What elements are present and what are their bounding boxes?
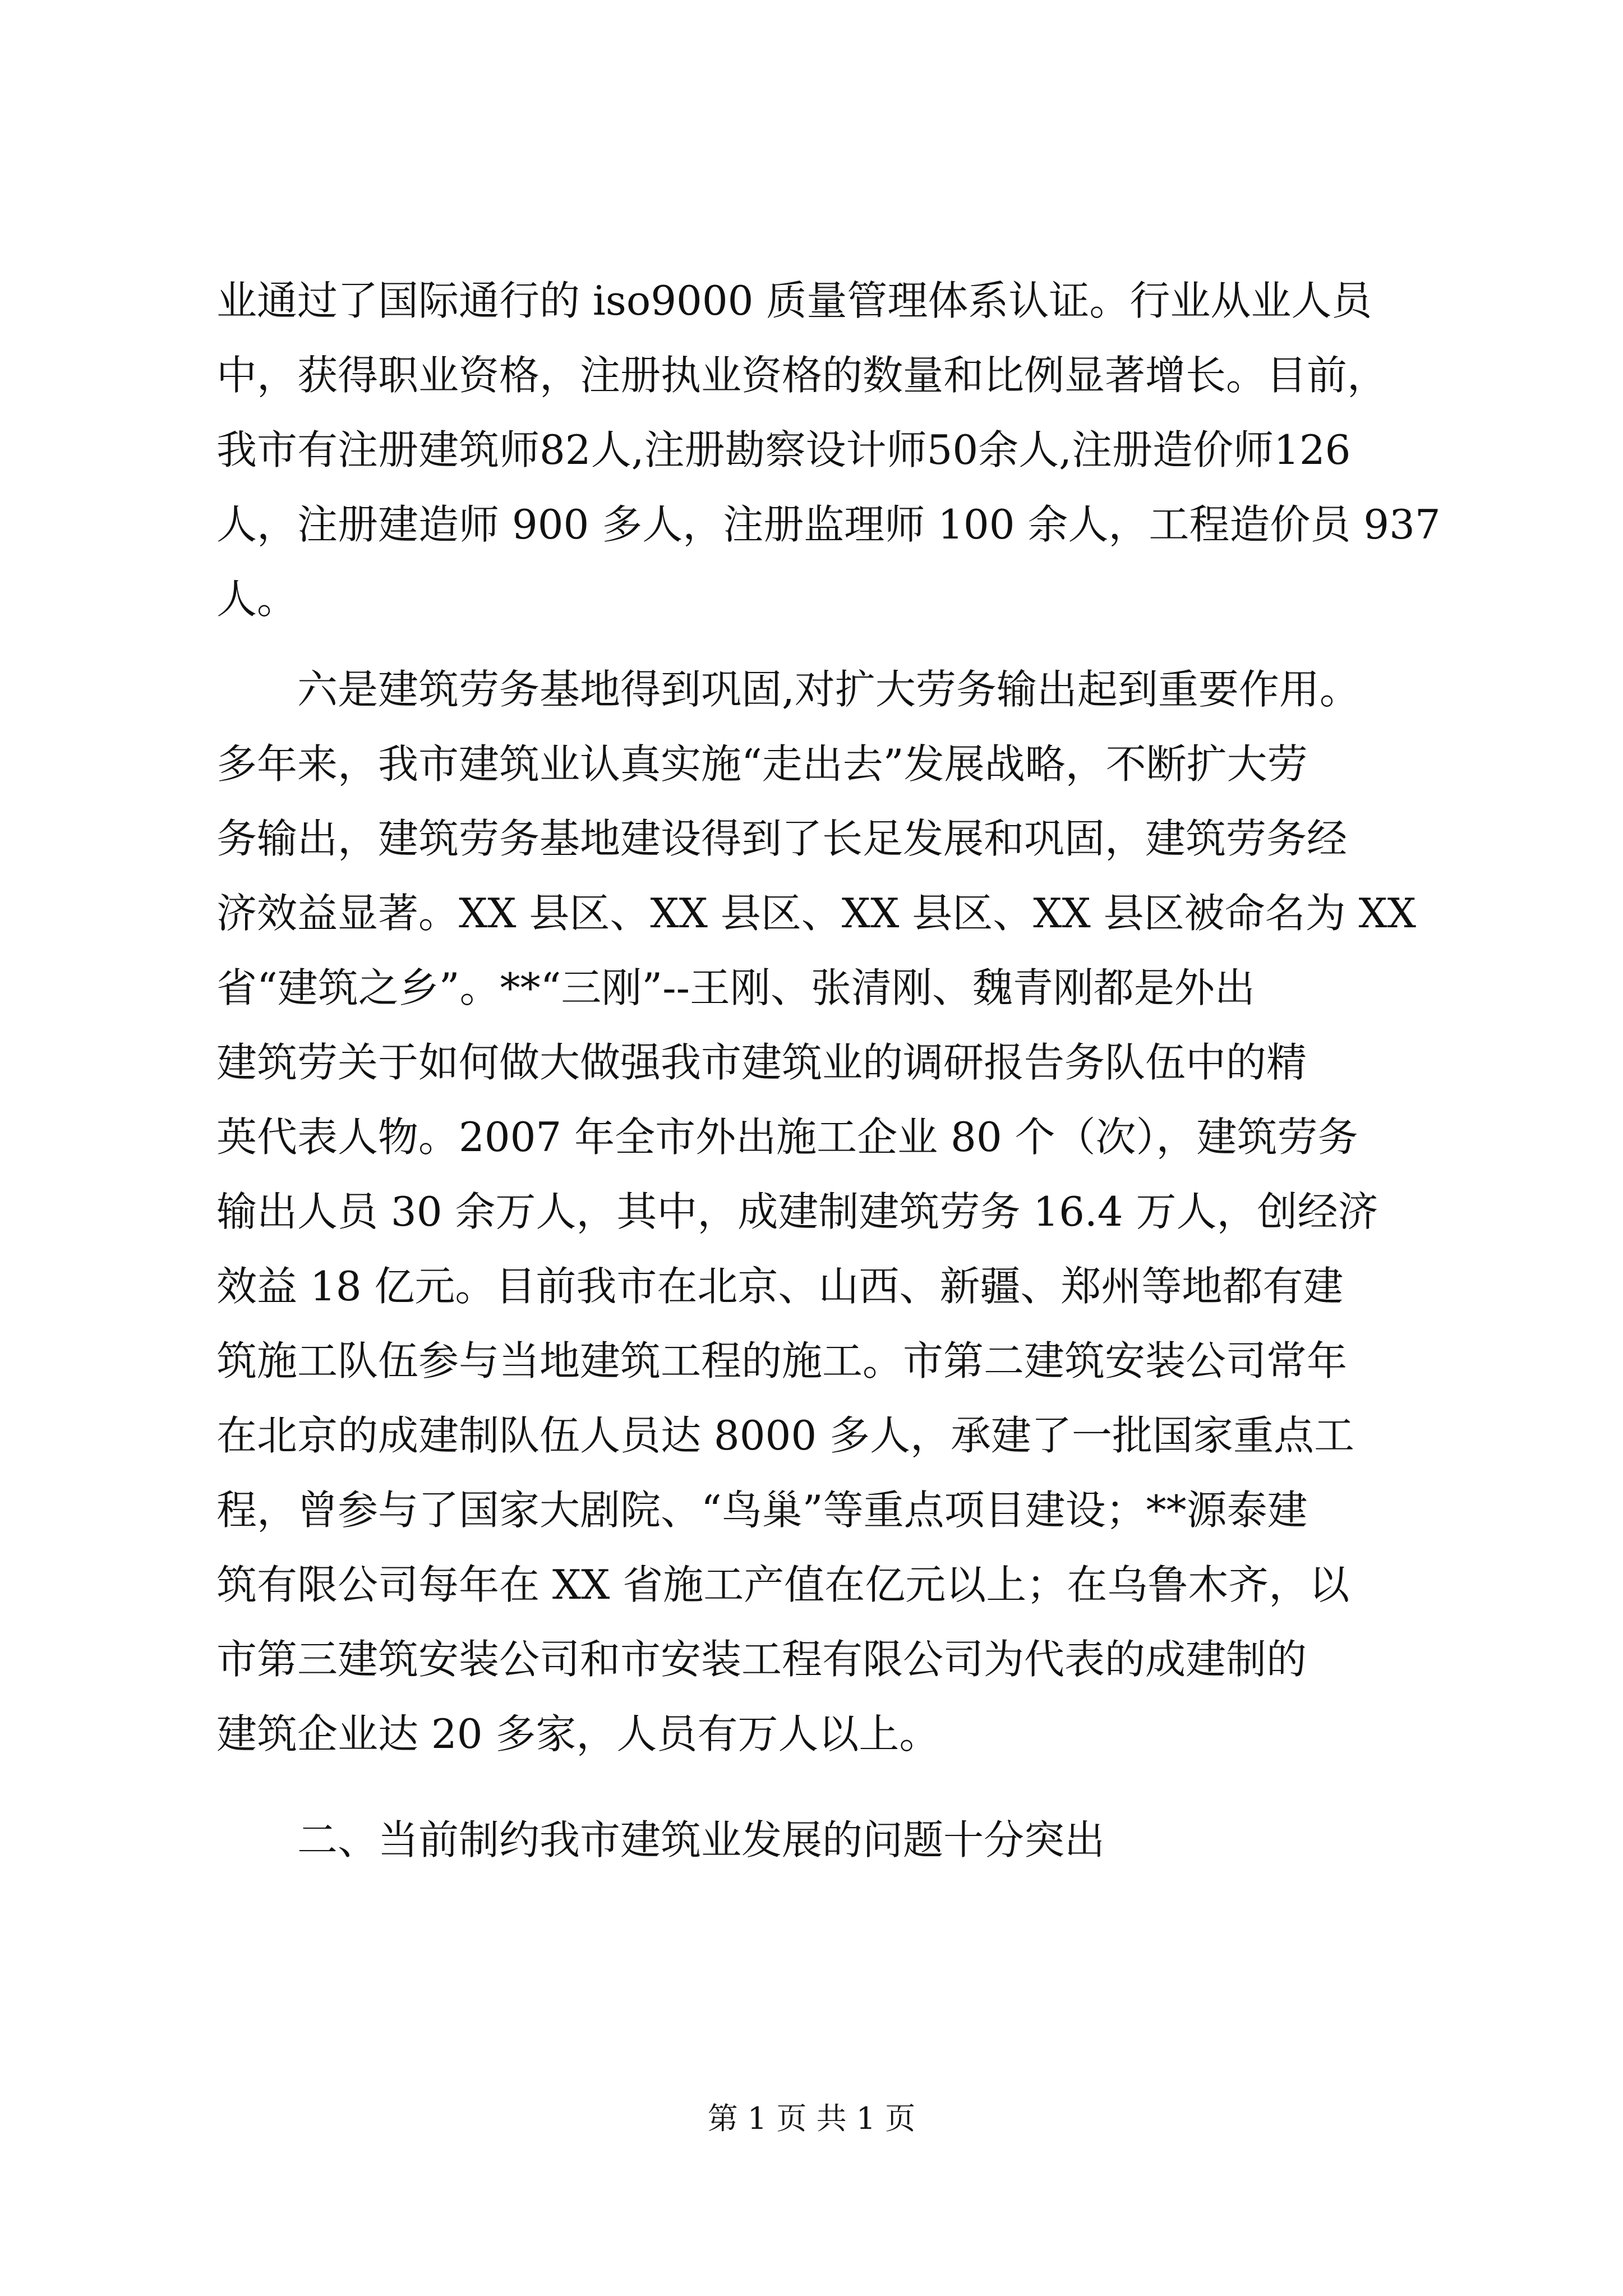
text-line-8: 务输出，建筑劳务基地建设得到了长足发展和巩固，建筑劳务经 bbox=[216, 815, 1348, 862]
text-line-20: 建筑企业达 20 多家，人员有万人以上。 bbox=[216, 1710, 940, 1757]
text-line-2: 中，获得职业资格，注册执业资格的数量和比例显著增长。目前， bbox=[216, 352, 1388, 399]
text-line-14: 效益 18 亿元。目前我市在北京、山西、新疆、郑州等地都有建 bbox=[216, 1263, 1344, 1310]
text-line-1: 业通过了国际通行的 iso9000 质量管理体系认证。行业从业人员 bbox=[216, 277, 1372, 324]
document-body bbox=[216, 264, 1441, 1878]
text-line-4: 人，注册建造师 900 多人，注册监理师 100 余人，工程造价员 937 bbox=[216, 501, 1441, 548]
text-line-3: 我市有注册建筑师82人,注册勘察设计师50余人,注册造价师126 bbox=[216, 426, 1351, 473]
text-line-18: 筑有限公司每年在 XX 省施工产值在亿元以上；在乌鲁木齐，以 bbox=[216, 1561, 1350, 1608]
paragraph-six-start: 六是建筑劳务基地得到巩固,对扩大劳务输出起到重要作用。 bbox=[216, 666, 1360, 713]
text-line-9: 济效益显著。XX 县区、XX 县区、XX 县区、XX 县区被命名为 XX bbox=[216, 890, 1417, 937]
text-line-19: 市第三建筑安装公司和市安装工程有限公司为代表的成建制的 bbox=[216, 1636, 1307, 1683]
text-line-17: 程，曾参与了国家大剧院、“鸟巢”等重点项目建设；**源泰建 bbox=[216, 1487, 1308, 1534]
section-heading: 二、当前制约我市建筑业发展的问题十分突出 bbox=[216, 1816, 1105, 1864]
text-line-12: 英代表人物。2007 年全市外出施工企业 80 个（次），建筑劳务 bbox=[216, 1114, 1358, 1161]
text-line-10: 省“建筑之乡”。**“三刚”--王刚、张清刚、魏青刚都是外出 bbox=[216, 964, 1255, 1011]
text-line-16: 在北京的成建制队伍人员达 8000 多人，承建了一批国家重点工 bbox=[216, 1412, 1355, 1459]
text-line-15: 筑施工队伍参与当地建筑工程的施工。市第二建筑安装公司常年 bbox=[216, 1337, 1348, 1384]
text-line-11: 建筑劳关于如何做大做强我市建筑业的调研报告务队伍中的精 bbox=[216, 1039, 1307, 1086]
text-line-13: 输出人员 30 余万人，其中，成建制建筑劳务 16.4 万人，创经济 bbox=[216, 1188, 1378, 1235]
text-line-7: 多年来，我市建筑业认真实施“走出去”发展战略，不断扩大劳 bbox=[216, 740, 1308, 788]
text-line-5: 人。 bbox=[216, 576, 298, 623]
page-number-footer: 第 1 页 共 1 页 bbox=[707, 2101, 916, 2136]
